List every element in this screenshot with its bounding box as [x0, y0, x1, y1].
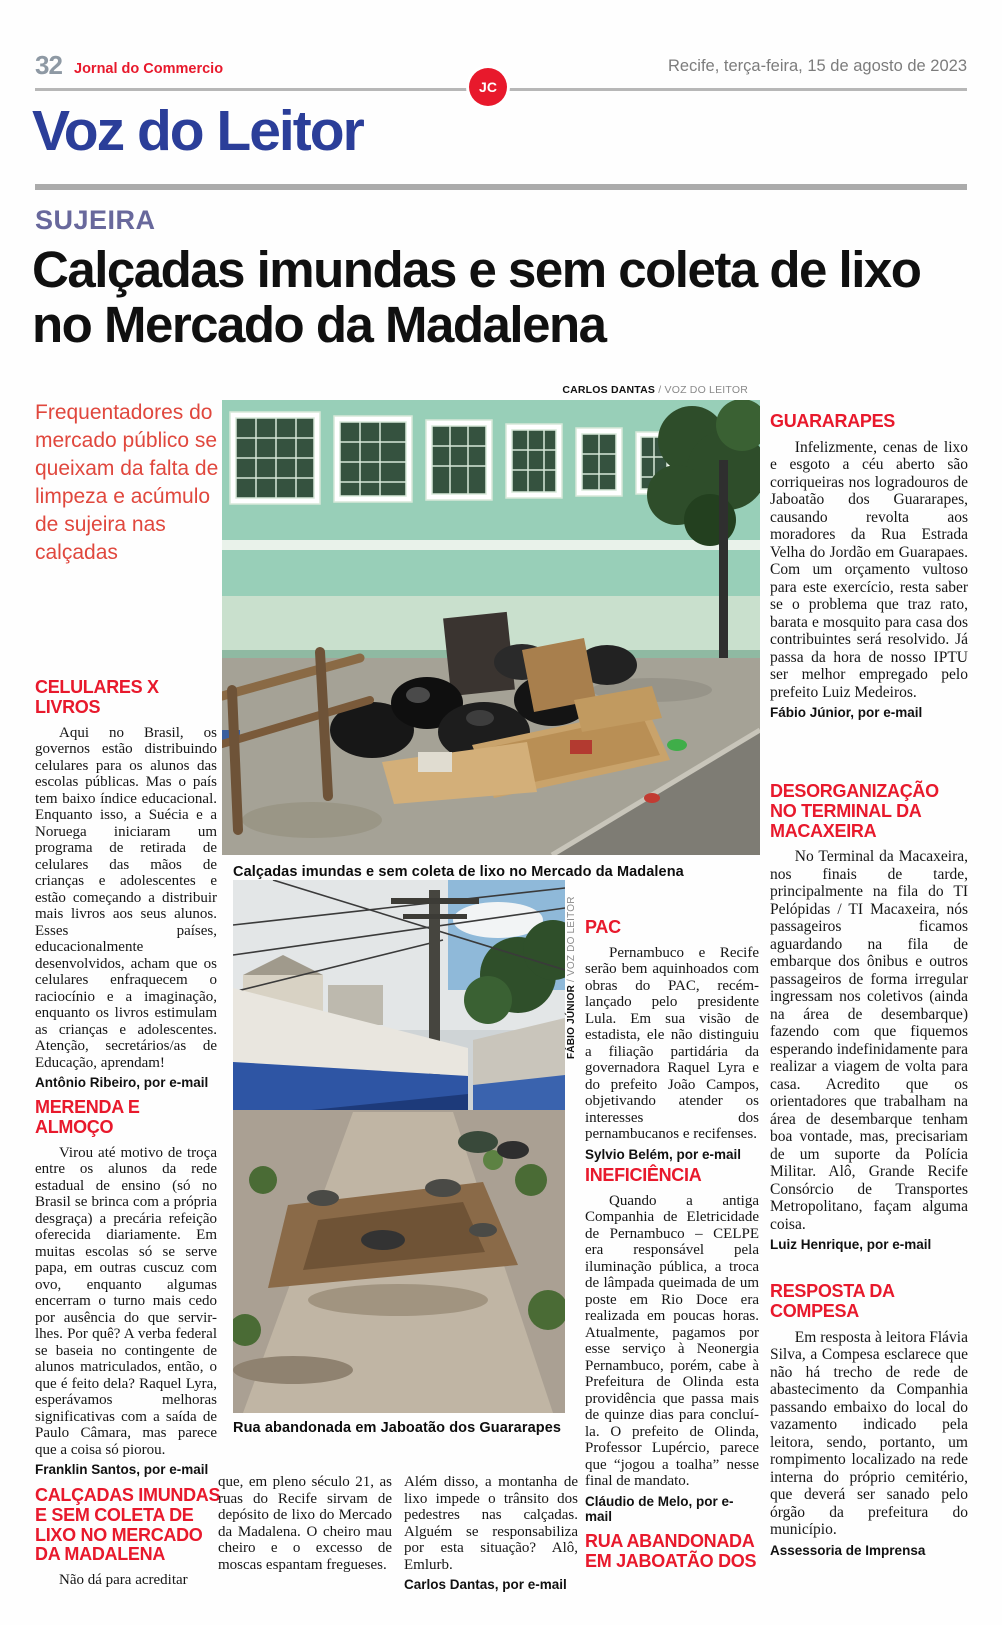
letter-body: que, em pleno século 21, as ruas do Recife sirvam de depósito de lixo do Mercado da Madalena. O cheiro mau cheiro e o excesso de moscas espantam fregueses.	[218, 1474, 392, 1573]
deck-summary: Frequentadores do mercado público se queixam da falta de limpeza e acúmulo de sujeira nas calçadas	[35, 401, 219, 564]
letter-calcadas-continuation-2	[404, 1474, 578, 1592]
letter-ineficiencia	[585, 1166, 759, 1524]
letter-body: Em resposta à leitora Flávia Silva, a Compesa esclarece que não há trecho de rede de abastecimento da Companhia passando embaixo do local do vazamento indicado pela leitora, sendo, portanto, um rompimento localizado na rede interna do próprio cemitério, que deverá ser sanado pelo órgão da prefeitura do município.	[770, 1328, 968, 1539]
photo2-credit	[566, 884, 577, 1059]
letter-body: Aqui no Brasil, os governos estão distribuindo celulares para os alunos das escolas públicas. Mas o país tem baixo índice educacional. Enquanto isso, a Suécia e a Noruega iniciaram um programa de retirada de celulares das mãos de crianças e adolescentes e estão começando a distribuir mais livros aos seus alunos. Esses países, educacionalmente desenvolvidos, acham que os celulares enfraquecem o raciocínio e a imaginação, enquanto os livros estimulam as crianças e adolescentes. Atenção, secretários/as de Educação, aprendam!	[35, 724, 217, 1071]
photo1-image	[222, 400, 760, 855]
letter-heading: DESORGANIZAÇÃO NO TERMINAL DA MACAXEIRA	[770, 781, 939, 841]
section-title: Voz do Leitor	[32, 99, 363, 163]
letter-heading: GUARARAPES	[770, 411, 896, 431]
letter-heading: PAC	[585, 917, 621, 937]
letter-heading: INEFICIÊNCIA	[585, 1165, 702, 1185]
letter-signature: Fábio Júnior, por e-mail	[770, 705, 923, 721]
letter-resposta-compesa	[770, 1282, 968, 1558]
photo2-credit-name: FÁBIO JÚNIOR	[566, 984, 577, 1059]
masthead-title: Jornal do Commercio	[74, 61, 224, 77]
letter-signature: Cláudio de Melo, por e-mail	[585, 1493, 734, 1524]
letter-body: Virou até motivo de troça entre os alunos da rede estadual de ensino (só no Brasil se brinca com a própria desgraça) a precária refeição oferecida diariamente. Em muitas escolas só se serve papa, em outras cuscuz com ovo, enquanto algumas encerram o turno mais cedo por ausência do que servir-lhes. Por quê? A verba federal se baseia no contingente de alunos matriculados, então, o que é feito dela? Raquel Lyra, esperávamos melhoras significativas com a saída de Paulo Câmara, mas parece que a coisa só piorou.	[35, 1144, 217, 1458]
letter-pac	[585, 918, 759, 1162]
letter-calcadas-continuation-1	[218, 1474, 392, 1573]
letter-heading: MERENDA E ALMOÇO	[35, 1097, 140, 1137]
letter-signature: Antônio Ribeiro, por e-mail	[35, 1075, 209, 1091]
letter-desorganizacao-macaxeira	[770, 782, 968, 1252]
letter-body: Além disso, a montanha de lixo impede o trânsito dos pedestres nas calçadas. Alguém se responsabiliza por esta situação? Alô, Emlurb.	[404, 1474, 578, 1573]
letter-body: No Terminal da Macaxeira, nos finais de tarde, principalmente na fila do TI Pelópidas / TI Macaxeira, nós passageiros ficamos aguardando na fila de embarque dos ônibus e outros passageiros de forma irregular ingressam nos coletivos (ainda na área de desembarque) fazendo com que fiquemos esperando indefinidamente para realizar a viagem de volta para casa. Acredito que os orientadores que trabalham na área de desembarque tenham boa vontade, mas, precisariam de um suporte da Polícia Militar. Alô, Grande Recife Consórcio de Transportes Metropolitano, façam alguma coisa.	[770, 848, 968, 1233]
letter-signature: Luiz Henrique, por e-mail	[770, 1237, 932, 1253]
letter-heading: RUA ABANDONADA EM JABOATÃO DOS	[585, 1531, 757, 1571]
photo2-credit-agency: / VOZ DO LEITOR	[566, 896, 577, 985]
jc-logo-icon: JC	[469, 68, 507, 106]
letter-signature: Sylvio Belém, por e-mail	[585, 1146, 742, 1162]
letter-body: Pernambuco e Recife serão bem aquinhoados com obras do PAC, recém-lançado pelo presidente Lula. Em sua visão de estadista, ele não distinguiu a filiação partidária da governadora Raquel Lyra e do prefeito João Campos, objetivando atender os interesses dos pernambucanos e recifenses.	[585, 944, 759, 1143]
photo1-credit-agency: / VOZ DO LEITOR	[655, 384, 748, 396]
letter-heading: RESPOSTA DA COMPESA	[770, 1281, 895, 1321]
page-number: 32	[35, 50, 62, 80]
letter-celulares-x-livros	[35, 678, 217, 1090]
photo1-caption: Calçadas imundas e sem coleta de lixo no Mercado da Madalena	[233, 864, 684, 880]
letter-heading: CALÇADAS IMUNDAS E SEM COLETA DE LIXO NO MERCADO DA MADALENA	[35, 1485, 221, 1565]
letter-signature: Franklin Santos, por e-mail	[35, 1462, 209, 1478]
dateline: Recife, terça-feira, 15 de agosto de 2023	[667, 57, 967, 75]
photo1-mercado-madalena	[222, 400, 760, 855]
photo2-caption: Rua abandonada em Jaboatão dos Guararapes	[233, 1420, 562, 1436]
photo1-credit-name: CARLOS DANTAS	[562, 384, 656, 396]
letter-calcadas-imundas	[35, 1486, 221, 1589]
letter-lead: Não dá para acreditar	[59, 1572, 188, 1589]
section-rule	[35, 184, 967, 190]
photo2-image	[233, 880, 565, 1413]
letter-merenda-e-almoco	[35, 1098, 217, 1477]
letter-rua-abandonada-heading	[585, 1532, 763, 1579]
letter-body: Quando a antiga Companhia de Eletricidade de Pernambuco – CELPE era responsável pela iluminação pública, a troca de lâmpada queimada de um poste em Rio Doce era realizada em poucas horas. Atualmente, pagamos por esse serviço à Neonergia Pernambuco, porém, cabe à Prefeitura de Olinda esta providência que passa mais de quinze dias para concluí-la. O prefeito de Olinda, Professor Lupércio, parece que “jogou a toalha” nesse final de mandato.	[585, 1192, 759, 1490]
photo2-jaboatao-street	[233, 880, 565, 1413]
letter-heading: CELULARES X LIVROS	[35, 677, 159, 717]
main-headline: Calçadas imundas e sem coleta de lixo no Mercado da Madalena	[32, 241, 921, 353]
letter-signature: Carlos Dantas, por e-mail	[404, 1577, 567, 1592]
letter-signature: Assessoria de Imprensa	[770, 1542, 926, 1558]
letter-guararapes	[770, 412, 968, 720]
letter-body: Infelizmente, cenas de lixo e esgoto a céu aberto são corriqueiras nos logradouros de Jaboatão dos Guararapes, causando revolta aos moradores da Rua Estrada Velha do Jordão em Guarapaes. Com um orçamento vultoso para este exercício, resta saber se o problema que traz rato, barata e mosquito para casa dos contribuintes será resolvido. Já passa da hora de nosso IPTU ser melhor empregado pelo prefeito Luiz Medeiros.	[770, 438, 968, 701]
photo1-credit	[448, 384, 748, 396]
kicker: SUJEIRA	[35, 205, 156, 235]
